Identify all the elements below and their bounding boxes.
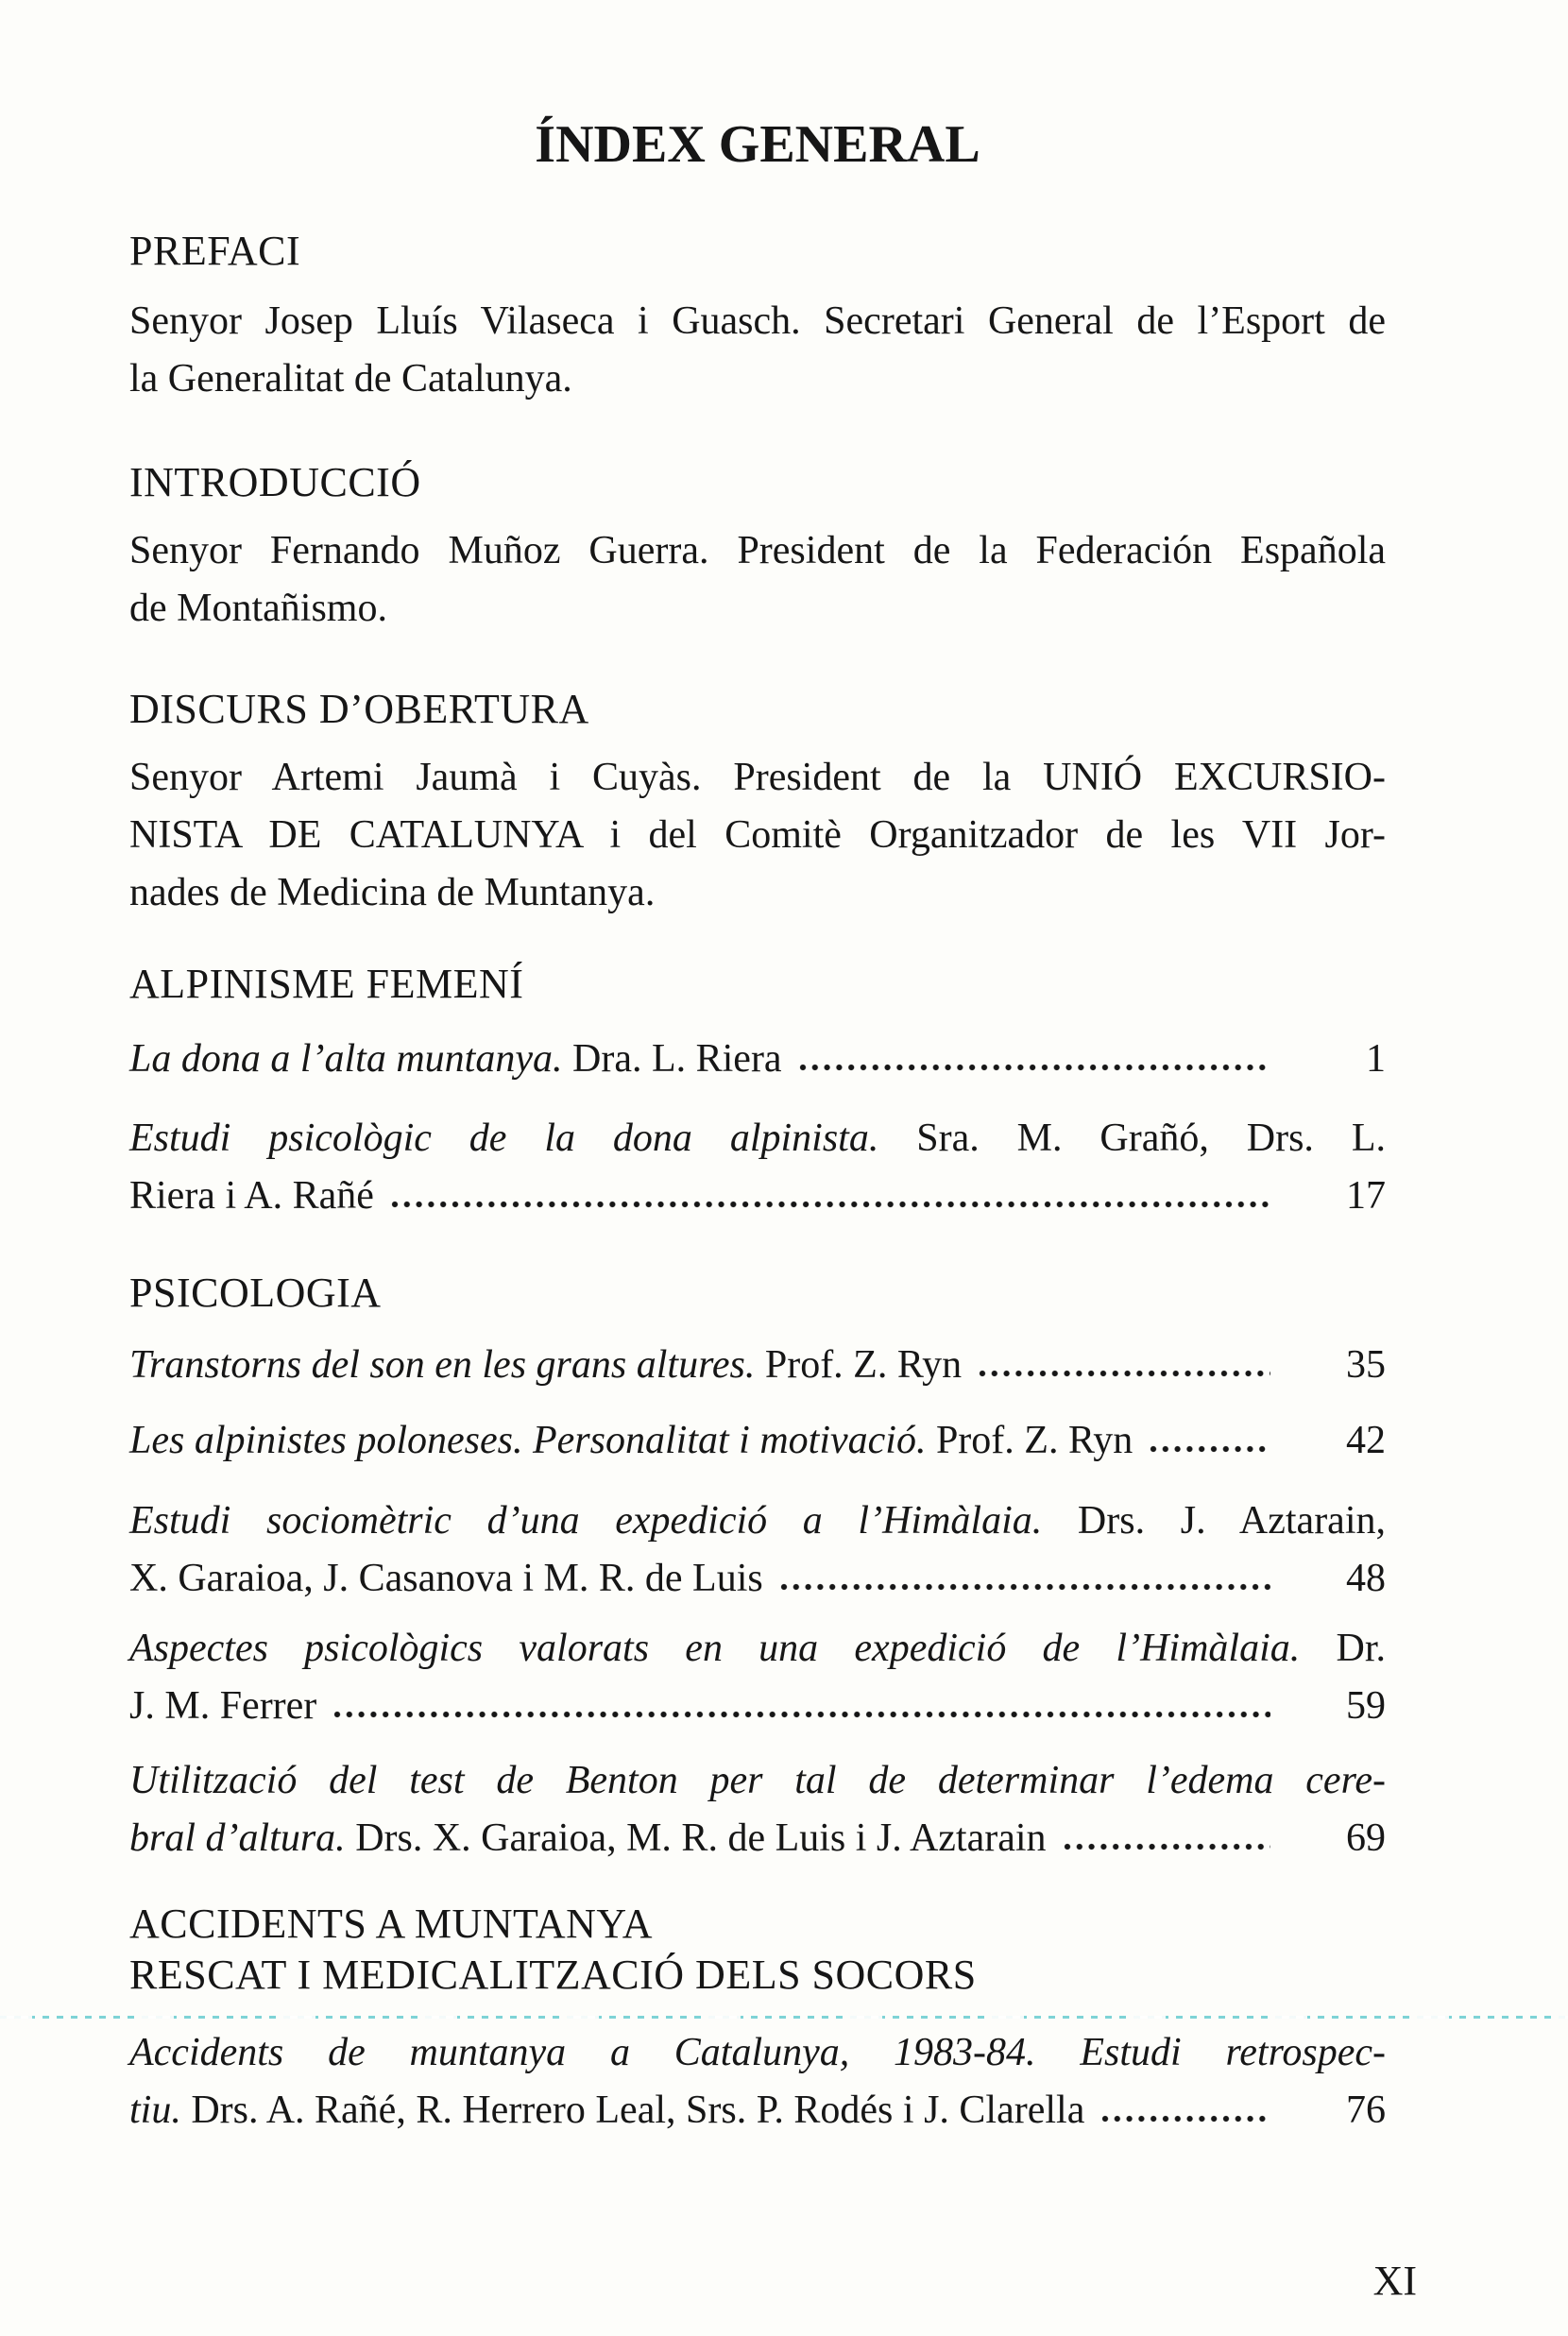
entry-page-number: 48	[1346, 1557, 1386, 1600]
toc-entry	[129, 2082, 1386, 2140]
section-heading-discurs: DISCURS D’OBERTURA	[129, 686, 589, 732]
toc-entry	[129, 1550, 1386, 1608]
dot-leader	[333, 1711, 1270, 1718]
toc-entry-line	[129, 1492, 1386, 1550]
paragraph-line: nades de Medicina de Muntanya.	[129, 871, 656, 914]
toc-entry	[129, 1031, 1386, 1088]
section-heading-accidents-line1: ACCIDENTS A MUNTANYA	[129, 1901, 654, 1947]
toc-entry	[129, 1168, 1386, 1225]
section-heading-introduccio: INTRODUCCIÓ	[129, 459, 421, 505]
toc-entry	[129, 1337, 1386, 1394]
entry-text	[129, 1337, 962, 1394]
entry-page-number: 35	[1346, 1343, 1386, 1387]
section-prefaci	[129, 222, 1386, 408]
section-heading-psicologia: PSICOLOGIA	[129, 1270, 382, 1316]
folio-page-number: XI	[1372, 2258, 1417, 2304]
section-heading-alpinisme: ALPINISME FEMENÍ	[129, 961, 524, 1007]
paragraph-line: NISTA DE CATALUNYA i del Comitè Organitzador de les VII Jor-	[129, 813, 1386, 857]
entry-page-number: 42	[1346, 1419, 1386, 1462]
entry-title: Transtorns del son en les grans altures.	[129, 1343, 756, 1387]
entry-title: bral d’altura.	[129, 1816, 346, 1860]
entry-title: tiu.	[129, 2089, 181, 2132]
dot-leader	[979, 1370, 1270, 1377]
section-discurs	[129, 680, 1386, 922]
entry-authors: Prof. Z. Ryn	[755, 1343, 963, 1387]
entry-title: Estudi sociomètric d’una expedició a l’Himàlaia.	[129, 1499, 1043, 1543]
section-introduccio	[129, 453, 1386, 638]
page-title: ÍNDEX GENERAL	[535, 115, 980, 174]
entry-text	[129, 1031, 782, 1088]
entry-authors: Prof. Z. Ryn	[926, 1419, 1133, 1462]
entry-authors: Drs. A. Rañé, R. Herrero Leal, Srs. P. Rodés i J. Clarella	[180, 2089, 1085, 2132]
dot-leader	[799, 1064, 1270, 1071]
section-alpinisme-femeni	[129, 955, 1386, 1225]
entry-text: J. M. Ferrer	[129, 1684, 317, 1728]
dot-leader	[1150, 1445, 1270, 1453]
paragraph-line: de Montañismo.	[129, 587, 387, 630]
toc-entry	[129, 1678, 1386, 1735]
dot-leader	[1101, 2115, 1270, 2123]
entry-text: Riera i A. Rañé	[129, 1174, 374, 1218]
entry-authors: Dra. L. Riera	[562, 1037, 782, 1081]
dot-leader	[1064, 1843, 1270, 1850]
entry-title: La dona a l’alta muntanya.	[129, 1037, 563, 1081]
toc-entry-line	[129, 1110, 1386, 1168]
entry-text	[129, 2082, 1084, 2140]
dot-leader	[391, 1201, 1270, 1208]
entry-page-number: 69	[1346, 1816, 1386, 1860]
entry-text: X. Garaioa, J. Casanova i M. R. de Luis	[129, 1557, 763, 1600]
entry-text	[129, 1412, 1133, 1470]
entry-page-number: 1	[1366, 1037, 1386, 1081]
entry-text	[129, 1810, 1047, 1867]
entry-authors: Sra. M. Grañó, Drs. L.	[878, 1117, 1386, 1160]
entry-page-number: 76	[1346, 2089, 1386, 2132]
entry-page-number: 17	[1346, 1174, 1386, 1218]
entry-title: Estudi psicològic de la dona alpinista.	[129, 1117, 879, 1160]
toc-entry	[129, 1412, 1386, 1470]
entry-page-number: 59	[1346, 1684, 1386, 1728]
section-psicologia	[129, 1264, 1386, 1867]
section-accidents	[129, 1899, 1386, 2140]
entry-authors: Drs. J. Aztarain,	[1042, 1499, 1386, 1543]
entry-authors: Drs. X. Garaioa, M. R. de Luis i J. Aztarain	[345, 1816, 1047, 1860]
text-column	[129, 0, 1386, 2140]
dot-leader	[780, 1583, 1270, 1591]
toc-entry-line	[129, 1620, 1386, 1678]
section-heading-prefaci: PREFACI	[129, 228, 301, 274]
paragraph-line: la Generalitat de Catalunya.	[129, 357, 572, 401]
paragraph-line: Senyor Fernando Muñoz Guerra. President de la Federación Española	[129, 529, 1386, 572]
entry-title: Les alpinistes poloneses. Personalitat i motivació.	[129, 1419, 927, 1462]
entry-title: Aspectes psicològics valorats en una expedició de l’Himàlaia.	[129, 1627, 1301, 1670]
toc-entry-line: Accidents de muntanya a Catalunya, 1983-84. Estudi retrospec-	[129, 2031, 1386, 2074]
section-heading-accidents-line2: RESCAT I MEDICALITZACIÓ DELS SOCORS	[129, 1952, 977, 1998]
paragraph-line: Senyor Josep Lluís Vilaseca i Guasch. Secretari General de l’Esport de	[129, 299, 1386, 343]
paragraph-line: Senyor Artemi Jaumà i Cuyàs. President de la UNIÓ EXCURSIO-	[129, 756, 1386, 799]
toc-entry	[129, 1810, 1386, 1867]
entry-authors: Dr.	[1300, 1627, 1387, 1670]
toc-entry-line: Utilització del test de Benton per tal de determinar l’edema cere-	[129, 1759, 1386, 1802]
